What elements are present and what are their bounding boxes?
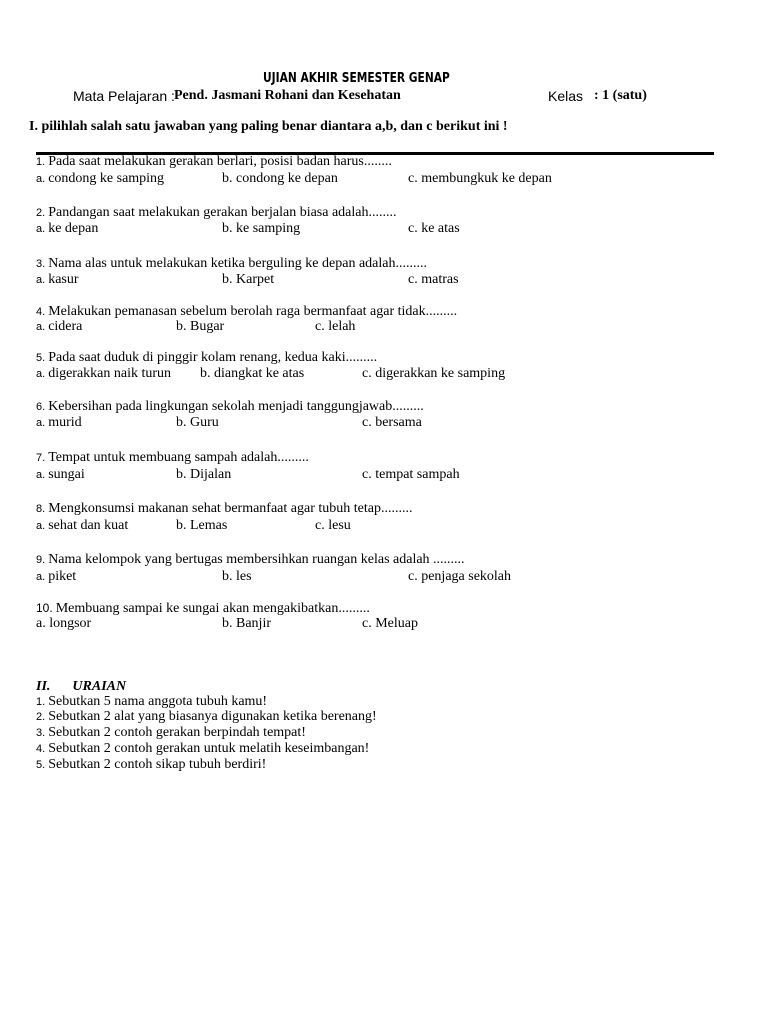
option-a	[36, 366, 171, 382]
essay-text: Sebutkan 5 nama anggota tubuh kamu!	[48, 694, 268, 709]
question-6	[36, 399, 424, 415]
question-number: 6.	[36, 401, 46, 413]
option-a	[36, 221, 98, 237]
option-a-prefix: a.	[36, 417, 46, 429]
class-value: : 1 (satu)	[594, 88, 647, 103]
question-text: Pada saat melakukan gerakan berlari, posisi badan harus........	[48, 154, 392, 169]
question-text: Melakukan pemanasan sebelum berolah raga bermanfaat agar tidak.........	[48, 304, 458, 319]
essay-number: 2.	[36, 711, 46, 723]
option-c: c. lelah	[315, 319, 356, 334]
essay-number: 1.	[36, 696, 46, 708]
essay-item-5	[36, 757, 266, 773]
essay-text: Sebutkan 2 contoh gerakan berpindah tempat!	[48, 725, 306, 740]
option-a-text: digerakkan naik turun	[48, 366, 172, 381]
option-a-prefix: a.	[36, 469, 46, 481]
option-a-prefix: a.	[36, 321, 46, 333]
option-c: c. matras	[408, 272, 459, 287]
option-a	[36, 415, 82, 431]
option-a-prefix: a.	[36, 223, 46, 235]
option-b: b. Banjir	[222, 616, 271, 631]
essay-number: 4.	[36, 743, 46, 755]
option-a	[36, 569, 76, 585]
option-a-text: kasur	[48, 272, 79, 287]
option-b: b. Bugar	[176, 319, 225, 334]
class-label: Kelas	[548, 88, 584, 104]
question-text: Nama kelompok yang bertugas membersihkan ruangan kelas adalah .........	[48, 552, 465, 567]
question-text: Pandangan saat melakukan gerakan berjalan biasa adalah........	[48, 205, 397, 220]
option-a	[36, 171, 164, 187]
option-c: c. tempat sampah	[362, 467, 460, 482]
option-a	[36, 467, 85, 483]
subject-value: Pend. Jasmani Rohani dan Kesehatan	[174, 88, 401, 103]
question-5	[36, 350, 377, 366]
option-b: b. condong ke depan	[222, 171, 338, 186]
section1-instruction: I. pilihlah salah satu jawaban yang paling benar diantara a,b, dan c berikut ini !	[29, 119, 508, 134]
option-a-prefix: a.	[36, 368, 46, 380]
question-4	[36, 304, 457, 320]
essay-text: Sebutkan 2 contoh gerakan untuk melatih keseimbangan!	[48, 741, 370, 756]
question-number: 5.	[36, 352, 46, 364]
option-c: c. Meluap	[362, 616, 418, 631]
option-c: c. membungkuk ke depan	[408, 171, 552, 186]
option-b: b. Guru	[176, 415, 219, 430]
question-number: 10.	[36, 601, 53, 615]
question-3	[36, 256, 427, 272]
exam-title: UJIAN AKHIR SEMESTER GENAP	[263, 71, 450, 86]
question-number: 9.	[36, 554, 46, 566]
question-1	[36, 154, 392, 170]
question-number: 3.	[36, 258, 46, 270]
option-a-prefix: a.	[36, 520, 46, 532]
essay-item-4	[36, 741, 369, 757]
question-text: Mengkonsumsi makanan sehat bermanfaat agar tubuh tetap.........	[48, 501, 413, 516]
option-b: b. Karpet	[222, 272, 275, 287]
section2-heading	[36, 679, 126, 695]
option-b: b. Dijalan	[176, 467, 232, 482]
essay-item-3	[36, 725, 306, 741]
section2-title: URAIAN	[72, 679, 127, 694]
option-b: b. ke samping	[222, 221, 301, 236]
option-a-text: condong ke samping	[48, 171, 165, 186]
question-text: Kebersihan pada lingkungan sekolah menjadi tanggungjawab.........	[48, 399, 424, 414]
option-b: b. diangkat ke atas	[200, 366, 305, 381]
question-8	[36, 501, 412, 517]
question-number: 2.	[36, 207, 46, 219]
question-number: 8.	[36, 503, 46, 515]
subject-label: Mata Pelajaran :	[73, 88, 175, 104]
option-a	[36, 518, 128, 534]
essay-number: 3.	[36, 727, 46, 739]
option-a-prefix: a.	[36, 571, 46, 583]
option-a: a. longsor	[36, 616, 92, 631]
option-b: b. les	[222, 569, 252, 584]
option-a-prefix: a.	[36, 274, 46, 286]
option-a-text: cidera	[48, 319, 83, 334]
option-a-text: murid	[48, 415, 82, 430]
question-text: Membuang sampai ke sungai akan mengakibatkan.........	[55, 601, 370, 616]
essay-item-2	[36, 709, 377, 725]
option-a-prefix: a.	[36, 173, 46, 185]
option-c: c. lesu	[315, 518, 351, 533]
essay-text: Sebutkan 2 alat yang biasanya digunakan ketika berenang!	[48, 709, 377, 724]
option-a	[36, 319, 82, 335]
section2-roman: II.	[36, 679, 51, 694]
option-b: b. Lemas	[176, 518, 228, 533]
question-7	[36, 450, 309, 466]
option-a-text: sungai	[48, 467, 85, 482]
question-2	[36, 205, 397, 221]
question-number: 1.	[36, 156, 46, 168]
question-number: 7.	[36, 452, 46, 464]
option-a-text: ke depan	[48, 221, 99, 236]
question-10	[36, 601, 370, 617]
essay-item-1	[36, 694, 267, 710]
question-number: 4.	[36, 306, 46, 318]
option-c: c. digerakkan ke samping	[362, 366, 506, 381]
question-9	[36, 552, 465, 568]
question-text: Pada saat duduk di pinggir kolam renang, kedua kaki.........	[48, 350, 378, 365]
option-a-text: piket	[48, 569, 77, 584]
option-c: c. penjaga sekolah	[408, 569, 512, 584]
option-c: c. ke atas	[408, 221, 460, 236]
option-a-text: sehat dan kuat	[48, 518, 129, 533]
question-text: Tempat untuk membuang sampah adalah.........	[48, 450, 309, 465]
essay-text: Sebutkan 2 contoh sikap tubuh berdiri!	[48, 757, 267, 772]
option-c: c. bersama	[362, 415, 422, 430]
essay-number: 5.	[36, 759, 46, 771]
question-text: Nama alas untuk melakukan ketika berguling ke depan adalah.........	[48, 256, 427, 271]
option-a	[36, 272, 79, 288]
